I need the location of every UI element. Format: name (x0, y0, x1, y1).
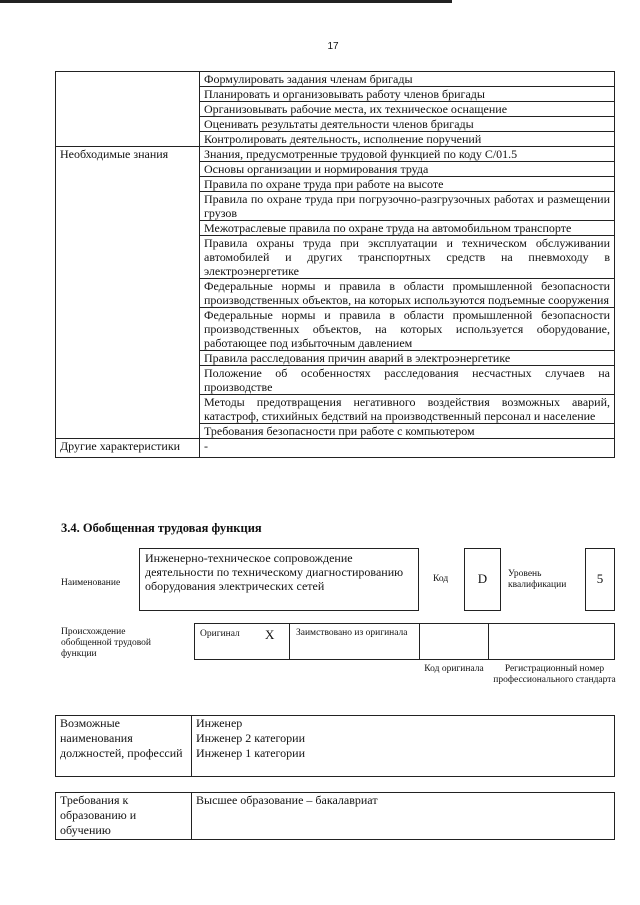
level-box (585, 548, 615, 611)
table-row (56, 793, 615, 840)
position-item: Инженер 1 категории (196, 746, 305, 760)
education-label: Требования к образованию и обучению (56, 793, 192, 840)
code-label: Код (433, 574, 449, 584)
table-cell: Федеральные нормы и правила в области промышленной безопасности производственных объектов, на которых используются подъемные сооружения (200, 279, 615, 308)
page-number: 17 (327, 41, 339, 52)
original-label: Оригинал (200, 629, 240, 639)
positions-label: Возможные наименования должностей, профессий (56, 716, 192, 777)
reg-number-box (488, 623, 615, 660)
section-heading: 3.4. Обобщенная трудовая функция (61, 521, 262, 535)
level-label: Уровень квалификации (508, 569, 567, 590)
name-label: Наименование (61, 578, 121, 588)
origin-code-caption: Код оригинала (424, 664, 484, 674)
row-label (56, 72, 200, 147)
table-cell: Оценивать результаты деятельности членов бригады (200, 117, 615, 132)
positions-table (55, 715, 615, 777)
other-characteristics-label: Другие характеристики (56, 439, 200, 458)
code-value: D (477, 571, 488, 586)
table-cell: Формулировать задания членам бригады (200, 72, 615, 87)
table-row (56, 716, 615, 777)
table-cell: Контролировать деятельность, исполнение поручений (200, 132, 615, 147)
table-cell: Организовывать рабочие места, их техническое оснащение (200, 102, 615, 117)
table-row (56, 147, 615, 162)
table-cell: Положение об особенностях расследования несчастных случаев на производстве (200, 366, 615, 395)
table-cell: Федеральные нормы и правила в области промышленной безопасности производственных объектов, на которых используется оборудование, работающее под избыточным давлением (200, 308, 615, 351)
origin-code-box (419, 623, 489, 660)
function-name-value: Инженерно-техническое сопровождение деятельности по техническому диагностированию оборудования электрических сетей (145, 551, 404, 593)
education-table (55, 792, 615, 840)
table-row (56, 439, 615, 458)
table-cell: Правила по охране труда при погрузочно-разгрузочных работах и размещении грузов (200, 192, 615, 221)
table-cell: Основы организации и нормирования труда (200, 162, 615, 177)
code-box (464, 548, 501, 611)
level-value: 5 (596, 571, 604, 586)
position-item: Инженер (196, 716, 243, 730)
education-value: Высшее образование – бакалавриат (192, 793, 615, 840)
skills-knowledge-table (55, 71, 615, 458)
table-cell: Знания, предусмотренные трудовой функцией по коду С/01.5 (200, 147, 615, 162)
function-name-box (139, 548, 419, 611)
table-cell: Правила по охране труда при работе на высоте (200, 177, 615, 192)
table-cell: Планировать и организовывать работу членов бригады (200, 87, 615, 102)
positions-values (192, 716, 615, 777)
top-border-line (0, 0, 452, 3)
original-mark: X (265, 627, 275, 642)
original-box (194, 623, 290, 660)
table-cell: Правила расследования причин аварий в электроэнергетике (200, 351, 615, 366)
borrowed-box (289, 623, 420, 660)
position-item: Инженер 2 категории (196, 731, 305, 745)
table-cell: Правила охраны труда при эксплуатации и техническом обслуживании автомобилей и других транспортных средств на пневмоходу в электроэнергетике (200, 236, 615, 279)
knowledge-label: Необходимые знания (56, 147, 200, 439)
table-cell: Требования безопасности при работе с компьютером (200, 424, 615, 439)
borrowed-label: Заимствовано из оригинала (296, 628, 408, 638)
table-cell: Межотраслевые правила по охране труда на автомобильном транспорте (200, 221, 615, 236)
origin-label: Происхождение обобщенной трудовой функции (61, 627, 151, 659)
reg-number-caption: Регистрационный номер профессионального стандарта (493, 664, 616, 685)
table-cell: - (200, 439, 615, 458)
table-row (56, 72, 615, 87)
table-cell: Методы предотвращения негативного воздействия возможных аварий, катастроф, стихийных бедствий на производственный персонал и население (200, 395, 615, 424)
